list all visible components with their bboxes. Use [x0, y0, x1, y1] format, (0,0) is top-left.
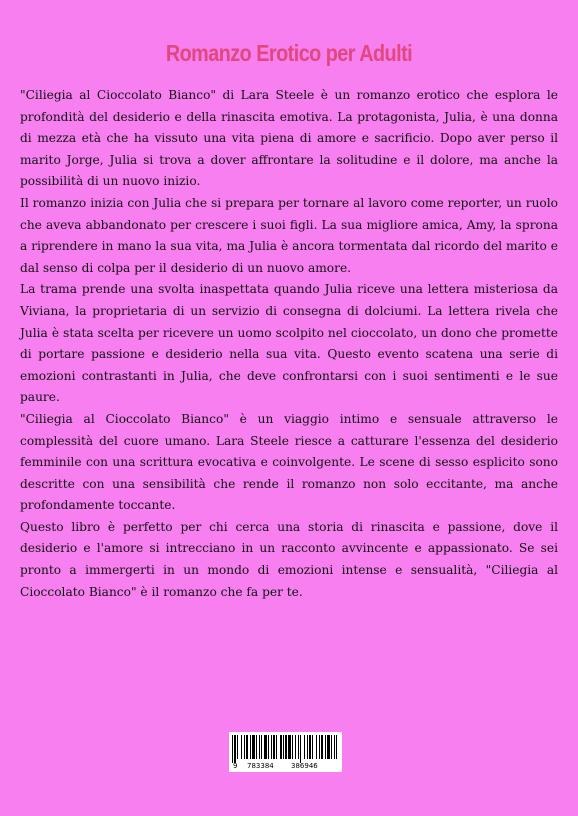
barcode-bar [319, 735, 320, 759]
barcode-bar [334, 735, 335, 759]
isbn-barcode [229, 732, 342, 772]
barcode-bar [295, 735, 296, 759]
barcode-bar [250, 735, 251, 759]
barcode-bars [229, 732, 342, 764]
barcode-bar [325, 735, 326, 759]
barcode-bar [331, 735, 332, 759]
barcode-bar [283, 735, 284, 759]
barcode-bar [336, 735, 337, 759]
barcode-bar [316, 735, 317, 759]
barcode-bar [244, 735, 245, 759]
barcode-bar [321, 735, 323, 759]
barcode-bar [241, 735, 242, 759]
barcode-bar [280, 735, 282, 759]
barcode-bar [285, 735, 287, 759]
barcode-bar [304, 735, 305, 759]
barcode-right-group: 386946 [291, 762, 318, 770]
barcode-bar [252, 735, 255, 759]
barcode-bar [292, 735, 293, 759]
barcode-bar [273, 735, 275, 759]
barcode-bar [312, 735, 313, 759]
barcode-left-group: 783384 [247, 762, 274, 770]
barcode-bar [300, 735, 301, 763]
paragraph-2: Il romanzo inizia con Julia che si prepara per tornare al lavoro come reporter, un ruolo che aveva abbandonato per crescere i suoi figli. La sua migliore amica, Amy, la sprona a riprendere in mano la sua vita, ma Julia è ancora tormentata dal ricordo del marito e dal senso di colpa per il desiderio di un nuovo amore. [20, 195, 558, 275]
barcode-bar [327, 735, 330, 759]
barcode-bar [232, 735, 233, 763]
barcode-bar [234, 735, 236, 763]
barcode-bar [259, 735, 260, 759]
synopsis-text [20, 85, 558, 603]
barcode-bar [307, 735, 308, 759]
page-title: Romanzo Erotico per Adulti [165, 40, 413, 66]
paragraph-3: La trama prende una svolta inaspettata quando Julia riceve una lettera misteriosa da Viviana, la proprietaria di un servizio di consegna di dolciumi. La lettera rivela che Julia è stata scelta per ricevere un uomo scolpito nel cioccolato, un dono che promette di portare passione e desiderio nella sua vita. Questo evento scatena una serie di emozioni contrastanti in Julia, che deve confrontarsi con i suoi sentimenti e le sue paure. [20, 282, 558, 405]
barcode-bar [288, 735, 291, 759]
barcode-bar [271, 735, 272, 759]
barcode-lead-digit: 9 [233, 762, 238, 770]
barcode-bar [264, 735, 267, 759]
barcode-bar [268, 735, 269, 759]
barcode-bar [298, 735, 299, 759]
paragraph-5: Questo libro è perfetto per chi cerca una storia di rinascita e passione, dove il desiderio e l'amore si intrecciano in un racconto avvincente e appassionato. Se sei pronto a immergerti in un mondo di emozioni intense e sensualità, "Ciliegia al Cioccolato Bianco" è il romanzo che fa per te. [20, 519, 558, 599]
paragraph-4: "Ciliegia al Cioccolato Bianco" è un viaggio intimo e sensuale attraverso le complessità del cuore umano. Lara Steele riesce a catturare l'essenza del desiderio femminile con una scrittura evocativa e coinvolgente. Le scene di sesso esplicito sono descritte con una sensibilità che rende il romanzo non solo eccitante, ma anche profondamente toccante. [20, 411, 558, 513]
barcode-bar [309, 735, 311, 759]
barcode-bar [246, 735, 248, 759]
barcode-bar [256, 735, 257, 759]
paragraph-1: "Ciliegia al Cioccolato Bianco" di Lara Steele è un romanzo erotico che esplora le profondità del desiderio e della rinascita emotiva. La protagonista, Julia, è una donna di mezza età che ha vissuto una vita piena di amore e sacrificio. Dopo aver perso il marito Jorge, Julia si trova a dover affrontare la solitudine e il dolore, ma anche la possibilità di un nuovo inizio. [20, 88, 558, 189]
barcode-bar [276, 735, 277, 759]
barcode-bar [261, 735, 262, 759]
barcode-bar [237, 735, 238, 759]
